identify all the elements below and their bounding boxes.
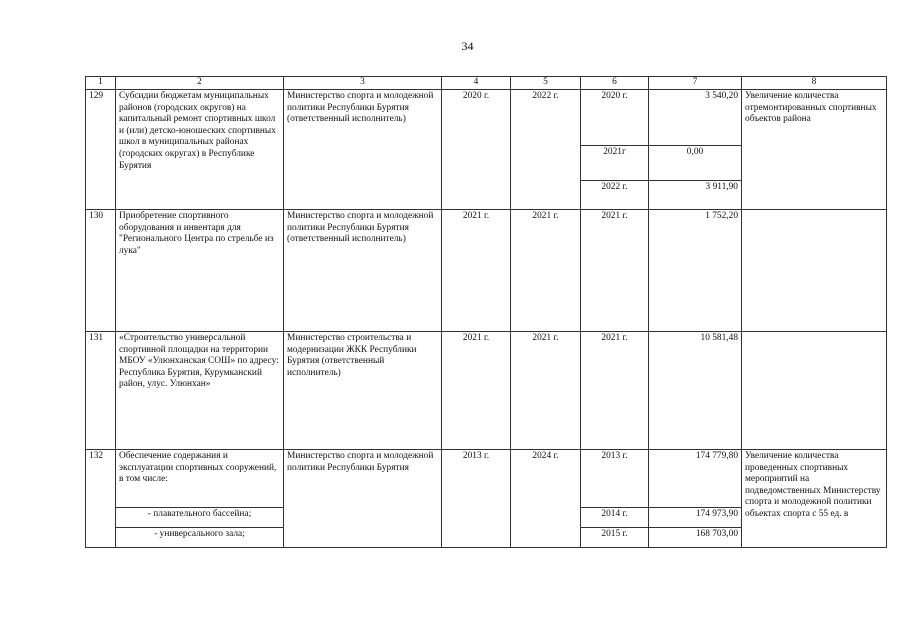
expected-result: [742, 332, 887, 450]
measure-name: Субсидии бюджетам муниципальных районов (городских округов) на капитальный ремонт спортивных школ и (или) детско-юношеских спортивных школ в муниципальных районах (городских округах) в Республике Бурятия: [116, 90, 284, 210]
measure-name: Приобретение спортивного оборудования и инвентаря для "Регионального Центра по стрельбе из лука": [116, 210, 284, 332]
table-row-132: [86, 450, 887, 508]
finance-year: 2013 г.: [581, 450, 649, 508]
header-cell: 8: [742, 77, 887, 90]
finance-year: 2021 г.: [581, 210, 649, 332]
end-year: 2021 г.: [511, 332, 581, 450]
header-cell: 1: [86, 77, 116, 90]
row-number: 129: [86, 90, 116, 210]
end-year: 2024 г.: [511, 450, 581, 548]
header-cell: 4: [442, 77, 511, 90]
sub-item: - плавательного бассейна;: [116, 508, 284, 528]
executor: Министерство строительства и модернизации ЖКК Республики Бурятия (ответственный исполнитель): [284, 332, 442, 450]
header-cell: 2: [116, 77, 284, 90]
expected-result: [742, 210, 887, 332]
executor: Министерство спорта и молодежной политики Республики Бурятия (ответственный исполнитель): [284, 210, 442, 332]
row-number: 132: [86, 450, 116, 548]
start-year: 2021 г.: [442, 210, 511, 332]
end-year: 2021 г.: [511, 210, 581, 332]
executor: Министерство спорта и молодежной политики Республики Бурятия (ответственный исполнитель): [284, 90, 442, 210]
sub-item: - универсального зала;: [116, 528, 284, 548]
header-cell: 6: [581, 77, 649, 90]
finance-year: 2021 г.: [581, 332, 649, 450]
start-year: 2013 г.: [442, 450, 511, 548]
finance-amount: 168 703,00: [649, 528, 742, 548]
header-cell: 7: [649, 77, 742, 90]
executor: Министерство спорта и молодежной политики Республики Бурятия: [284, 450, 442, 548]
expected-result: Увеличение количества отремонтированных спортивных объектов района: [742, 90, 887, 210]
table-row-131: [86, 332, 887, 450]
row-number: 130: [86, 210, 116, 332]
finance-year: 2022 г.: [581, 181, 649, 210]
measure-name: Обеспечение содержания и эксплуатации спортивных сооружений, в том числе:: [116, 450, 284, 508]
header-row: [86, 77, 887, 90]
finance-year: 2021г: [581, 146, 649, 181]
start-year: 2021 г.: [442, 332, 511, 450]
finance-year: 2014 г.: [581, 508, 649, 528]
finance-year: 2020 г.: [581, 90, 649, 146]
finance-amount: 174 779,80: [649, 450, 742, 508]
row-number: 131: [86, 332, 116, 450]
header-cell: 5: [511, 77, 581, 90]
header-cell: 3: [284, 77, 442, 90]
table-row-129: [86, 90, 887, 146]
start-year: 2020 г.: [442, 90, 511, 210]
finance-amount: 0,00: [649, 146, 742, 181]
finance-amount: 10 581,48: [649, 332, 742, 450]
finance-amount: 3 540,20: [649, 90, 742, 146]
finance-amount: 1 752,20: [649, 210, 742, 332]
finance-year: 2015 г.: [581, 528, 649, 548]
expected-result: Увеличение количества проведенных спортивных мероприятий на подведомственных Министерству спорта и молодежной политики объектах спорта с 55 ед. в: [742, 450, 887, 548]
finance-amount: 174 973,90: [649, 508, 742, 528]
page-number: 34: [461, 39, 474, 53]
measure-name: «Строительство универсальной спортивной площадки на территории МБОУ «Улюнханская СОШ» по адресу: Республика Бурятия, Курумканский район, улус. Улюнхан»: [116, 332, 284, 450]
finance-amount: 3 911,90: [649, 181, 742, 210]
end-year: 2022 г.: [511, 90, 581, 210]
table-row-130: [86, 210, 887, 332]
program-table: [85, 76, 887, 548]
